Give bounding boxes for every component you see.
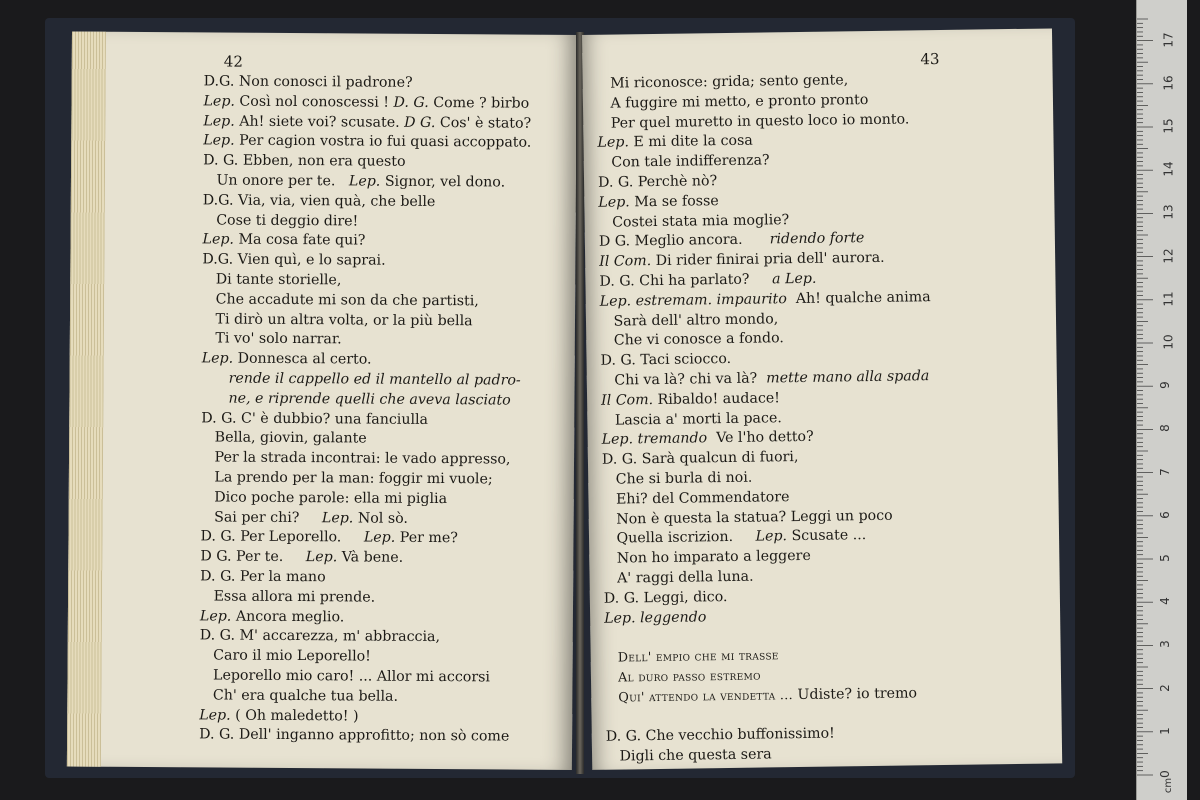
text-segment: Un onore per te. — [202, 172, 349, 190]
text-segment: Chi va là? chi va là? — [600, 370, 767, 389]
text-segment: Caro il mio Leporello! — [199, 647, 371, 665]
text-segment: Che accadute mi son da che partisti, — [202, 291, 479, 310]
page-edges — [67, 31, 106, 766]
text-segment: D. G. M' accarezza, m' abbraccia, — [199, 627, 441, 646]
text-line — [199, 666, 527, 688]
text-segment: Ti vo' solo narrar. — [201, 330, 342, 348]
stage-direction: Lep. — [755, 528, 788, 545]
text-line — [202, 270, 530, 292]
text-segment: Qui' attendo la vendetta ... — [605, 687, 794, 706]
ruler-number: 3 — [1157, 640, 1172, 649]
stage-direction: Lep. — [597, 134, 630, 152]
stage-direction: Lep. — [203, 93, 236, 110]
text-segment: A fuggire mi metto, e pronto pronto — [596, 91, 869, 112]
text-line — [199, 706, 527, 728]
text-segment: D. G. Che vecchio buffonissimo! — [605, 725, 835, 746]
left-page — [67, 31, 577, 770]
text-segment: D.G. Non conosci il padrone? — [203, 73, 413, 91]
ruler-number: 13 — [1161, 204, 1176, 221]
text-segment: Che vi conosce a fondo. — [600, 330, 784, 350]
text-segment: ( Oh maledetto! ) — [230, 707, 359, 724]
text-segment: D. G. Per Leporello. — [200, 528, 364, 546]
stage-direction: Lep. tremando — [601, 430, 708, 449]
text-line — [201, 409, 529, 431]
stage-direction: Il Com. — [599, 253, 652, 270]
text-line — [200, 587, 528, 609]
text-segment: D.G. Vien quì, e lo saprai. — [202, 251, 386, 269]
right-page-text — [597, 70, 938, 767]
stage-direction: Lep. — [598, 194, 630, 211]
text-segment: A' raggi della luna. — [603, 568, 754, 587]
text-segment: D. G. Dell' inganno approfitto; non sò come — [199, 726, 510, 745]
text-line — [202, 350, 530, 372]
text-segment: Ma cosa fate qui? — [233, 231, 366, 249]
text-segment: Signor, vel dono. — [380, 173, 506, 191]
text-segment: Dell' empio che mi trasse — [604, 648, 779, 666]
stage-direction: Il Com. — [600, 391, 654, 409]
text-segment: Al duro passo estremo — [604, 668, 761, 686]
ruler-number: 14 — [1161, 161, 1176, 177]
text-line — [200, 548, 528, 570]
text-line — [202, 251, 530, 273]
ruler-unit-label: cm — [1163, 777, 1175, 794]
stage-direction: Lep. — [203, 112, 235, 130]
text-segment: Ah! qualche anima — [786, 288, 931, 307]
stage-direction: a Lep. — [771, 270, 817, 288]
text-line — [200, 646, 528, 668]
stage-direction: Lep. — [305, 549, 338, 566]
text-segment: Ch' era qualche tua bella. — [199, 687, 399, 705]
text-line — [203, 191, 531, 213]
text-line — [203, 171, 531, 193]
text-segment: Così nol conoscessi ! — [234, 93, 394, 111]
text-line — [201, 429, 529, 451]
text-segment: Per me? — [395, 530, 458, 547]
left-page-number: 42 — [223, 52, 243, 71]
text-segment: D. G. Leggi, dico. — [603, 588, 728, 607]
text-segment: Di rider finirai pria dell' aurora. — [651, 249, 885, 270]
text-segment: D G. Meglio ancora. — [598, 231, 770, 251]
text-segment: Ve l'ho detto? — [707, 429, 814, 447]
text-segment: Bella, giovin, galante — [201, 429, 367, 447]
stage-direction: Lep. — [201, 350, 234, 367]
text-line — [203, 92, 531, 114]
stage-direction: Lep. estremam. impaurito — [599, 290, 787, 310]
text-segment: D. G. Chi ha parlato? — [599, 271, 773, 290]
text-segment: Essa allora mi prende. — [200, 588, 376, 606]
text-line — [200, 607, 528, 629]
text-line — [201, 449, 529, 471]
text-segment: Và bene. — [337, 549, 404, 566]
text-segment: Quella iscrizion. — [602, 528, 756, 548]
text-segment: Ehi? del Commendatore — [602, 488, 790, 508]
stage-direction: Lep. leggendo — [604, 608, 707, 627]
ruler-number: 0 — [1157, 770, 1172, 778]
text-segment: Digli che questa sera — [605, 746, 772, 765]
text-segment: D. G. Taci sciocco. — [600, 351, 732, 369]
ruler-number: 4 — [1157, 597, 1172, 606]
text-segment: Per la strada incontrai: le vado appresso, — [200, 449, 511, 468]
text-segment: Con tale indifferenza? — [597, 152, 770, 171]
text-segment: Come ? birbo — [428, 94, 530, 112]
ruler-number: 7 — [1157, 467, 1172, 476]
text-line — [606, 743, 937, 767]
text-line — [199, 686, 527, 708]
ruler-number: 6 — [1157, 510, 1172, 519]
text-segment: Lascia a' morti la pace. — [601, 409, 782, 429]
measuring-ruler — [1136, 0, 1187, 800]
text-segment: D. G. C' è dubbio? una fanciulla — [201, 409, 429, 428]
stage-direction: mette mano alla spada — [766, 368, 930, 387]
text-line — [202, 231, 530, 253]
ruler-number: 10 — [1161, 334, 1176, 350]
ruler-number: 8 — [1157, 424, 1172, 433]
text-segment: D. G. Perchè nò? — [597, 173, 718, 191]
text-segment: E mi dite la cosa — [628, 133, 753, 151]
right-page — [582, 28, 1062, 769]
ruler-number: 9 — [1157, 381, 1172, 390]
ruler-number: 12 — [1161, 247, 1176, 264]
text-segment: Di tante storielle, — [202, 271, 342, 289]
text-segment: Donnesca al certo. — [233, 350, 372, 368]
text-line — [203, 132, 531, 154]
stage-direction: ridendo forte — [769, 230, 865, 248]
text-line — [200, 627, 528, 649]
text-line — [202, 310, 530, 332]
text-segment: Nol sò. — [353, 509, 409, 527]
text-segment: Che si burla di noi. — [602, 469, 753, 488]
text-line — [201, 468, 529, 490]
text-segment: Per quel muretto in questo loco io monto. — [597, 111, 910, 132]
text-line — [201, 389, 529, 411]
text-line — [200, 528, 528, 550]
text-line — [202, 330, 530, 352]
right-page-number: 43 — [920, 50, 940, 69]
ruler-number: 16 — [1161, 75, 1176, 91]
text-segment: D. G. Per la mano — [200, 568, 326, 586]
text-line — [199, 726, 527, 748]
stage-direction: ne, e riprende quelli che aveva lasciato — [201, 390, 511, 409]
text-segment: D. G. Ebben, non era questo — [203, 152, 406, 170]
stage-direction: Lep. — [199, 706, 231, 724]
text-segment: Dico poche parole: ella mi piglia — [200, 489, 448, 507]
text-line — [201, 508, 529, 530]
text-segment: Per cagion vostra io fui quasi accoppato. — [234, 133, 532, 152]
ruler-number: 1 — [1157, 726, 1172, 735]
text-line — [203, 152, 531, 174]
stage-direction: rende il cappello ed il mantello al padro- — [201, 370, 521, 389]
text-line — [201, 488, 529, 510]
stage-direction: Lep. — [348, 173, 381, 190]
text-line — [202, 369, 530, 391]
left-page-text — [199, 72, 532, 747]
text-segment: Ancora meglio. — [231, 608, 345, 625]
text-segment — [605, 709, 610, 725]
text-segment: Scusate ... — [786, 527, 867, 545]
text-segment: Ribaldo! audace! — [653, 390, 781, 408]
text-segment: D.G. Via, via, vien quà, che belle — [202, 192, 436, 210]
text-segment: Sarà dell' altro mondo, — [599, 310, 779, 330]
text-line — [204, 72, 532, 94]
text-segment: D. G. Sarà qualcun di fuori, — [601, 449, 799, 468]
text-line — [200, 567, 528, 589]
ruler-number: 15 — [1161, 118, 1176, 134]
stage-direction: D. G. — [393, 94, 429, 111]
text-line — [202, 290, 530, 312]
text-segment: Mi riconosce: grida; sento gente, — [596, 72, 849, 92]
text-segment: Ah! siete voi? scusate. — [234, 113, 405, 131]
text-segment: Sai per chi? — [200, 508, 322, 526]
ruler-number: 5 — [1157, 554, 1172, 562]
text-segment: Udiste? io tremo — [792, 685, 918, 703]
text-segment: Leporello mio caro! ... Allor mi accorsi — [199, 667, 491, 686]
stage-direction: Lep. — [202, 231, 235, 248]
ruler-number: 11 — [1161, 291, 1176, 307]
text-segment: Cos' è stato? — [435, 114, 532, 132]
stage-direction: Lep. — [203, 132, 235, 150]
stage-direction: Lep. — [321, 509, 354, 526]
stage-direction: D G. — [404, 114, 436, 131]
text-segment: D G. Per te. — [200, 548, 306, 566]
ruler-number: 2 — [1157, 683, 1172, 692]
text-segment: La prendo per la man: foggir mi vuole; — [200, 469, 493, 488]
ruler-number: 17 — [1161, 31, 1176, 48]
text-segment: Costei stata mia moglie? — [598, 211, 790, 231]
text-segment: Ti dirò un altra volta, or la più bella — [201, 310, 473, 329]
text-line — [203, 112, 531, 134]
stage-direction: Lep. — [199, 607, 232, 625]
text-segment: Ma se fosse — [629, 192, 719, 211]
stage-direction: Lep. — [363, 529, 396, 547]
text-segment — [604, 630, 609, 646]
text-segment: Non ho imparato a leggere — [603, 547, 811, 567]
text-segment: Cose ti deggio dire! — [202, 211, 359, 230]
text-line — [203, 211, 531, 233]
text-segment: Non è questa la statua? Leggi un poco — [602, 507, 893, 528]
